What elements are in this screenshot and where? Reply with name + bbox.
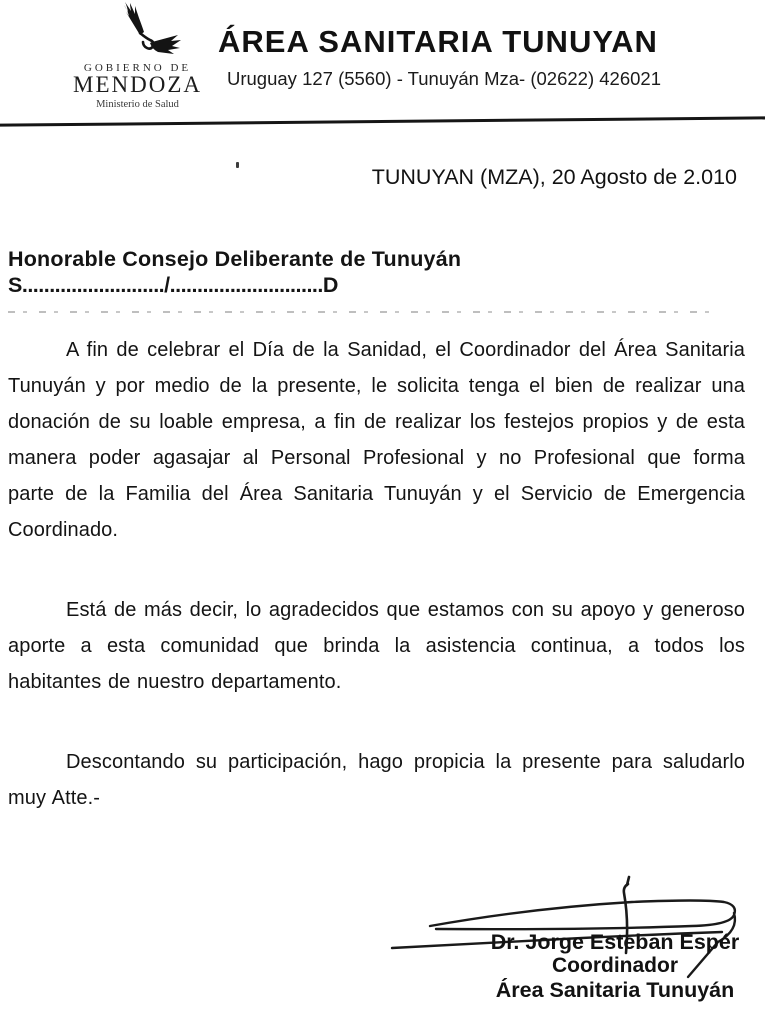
paragraph (8, 592, 745, 700)
signer-organization: Área Sanitaria Tunuyán (495, 978, 735, 1002)
body-line: habitantes de nuestro departamento. (8, 671, 342, 693)
government-small-label: GOBIERNO DE (83, 62, 192, 74)
recipient-block (8, 246, 608, 298)
body-line: aporte a esta comunidad que brinda la asistencia continua, a todos los (8, 635, 745, 657)
dateline: TUNUYAN (MZA), 20 Agosto de 2.010 (371, 165, 737, 189)
body-line: donación de su loable empresa, a fin de realizar los festejos propios y de esta (8, 411, 745, 433)
mendoza-government-logo (70, 2, 205, 110)
letterhead-address: Uruguay 127 (5560) - Tunuyán Mza- (02622) 426021 (227, 68, 661, 89)
body-line: manera poder agasajar al Personal Profesional y no Profesional que forma (8, 447, 745, 469)
government-name-label: MENDOZA (73, 72, 202, 97)
ministry-label: Ministerio de Salud (96, 99, 179, 110)
recipient-salutation: S........................../............................D (8, 273, 338, 297)
body-line: Tunuyán y por medio de la presente, le solicita tenga el bien de realizar una (8, 375, 745, 397)
body-line: parte de la Familia del Área Sanitaria Tunuyán y el Servicio de Emergencia (8, 483, 745, 505)
body-line: muy Atte.- (8, 787, 101, 809)
body-line: Está de más decir, lo agradecidos que estamos con su apoyo y generoso (66, 599, 745, 621)
recipient-name: Honorable Consejo Deliberante de Tunuyán (8, 247, 462, 271)
scan-noise-line (8, 311, 720, 313)
body-line: Descontando su participación, hago propicia la presente para saludarlo (66, 751, 745, 773)
letterhead-divider (0, 116, 765, 126)
letter-body (8, 332, 745, 860)
signer-name: Dr. Jorge Esteban Espér (490, 930, 740, 954)
letterhead-title: ÁREA SANITARIA TUNUYAN (218, 24, 658, 59)
paragraph (8, 744, 745, 816)
scan-speck (236, 162, 239, 168)
body-line: Coordinado. (8, 519, 119, 541)
condor-bird-icon (94, 2, 182, 60)
signer-role: Coordinador (552, 954, 678, 977)
signature-block (489, 930, 741, 1002)
body-line: A fin de celebrar el Día de la Sanidad, el Coordinador del Área Sanitaria (66, 339, 745, 361)
paragraph (8, 332, 745, 548)
